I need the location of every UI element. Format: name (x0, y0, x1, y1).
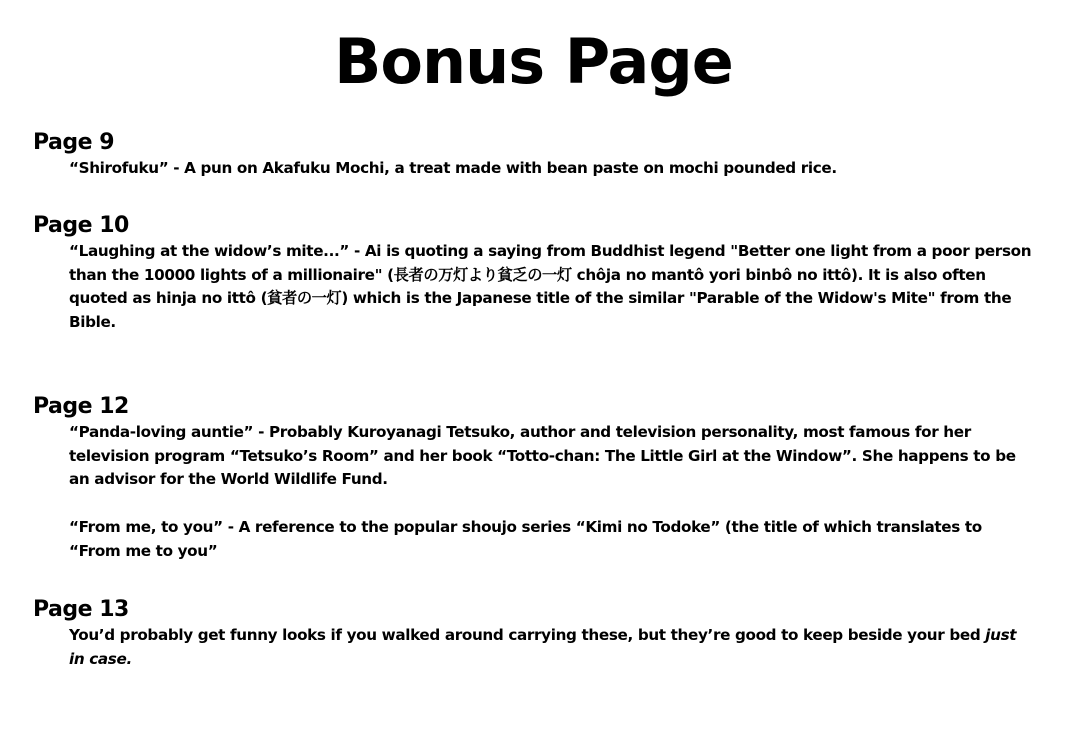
section-heading: Page 12 (33, 394, 129, 419)
note-text: “Panda-loving auntie” - Probably Kuroyanagi Tetsuko, author and television personality, most famous for her television program “Tetsuko’s Room” and her book “Totto-chan: The Little Girl at the Window”. She happens to be an advisor for the World Wildlife Fund. (69, 423, 1016, 489)
section-heading: Page 10 (33, 213, 129, 238)
section-page-13 (33, 596, 1033, 671)
section-page-9 (33, 129, 1033, 181)
section-heading: Page 9 (33, 130, 115, 155)
note-emphasis: just in case. (69, 626, 1017, 668)
section-page-12 (33, 393, 1033, 564)
note-text (69, 624, 1033, 671)
note-text: “Shirofuku” - A pun on Akafuku Mochi, a treat made with bean paste on mochi pounded rice. (69, 159, 837, 177)
note-text: “Laughing at the widow’s mite...” - Ai is quoting a saying from Buddhist legend "Better one light from a poor person than the 10000 lights of a millionaire" (長者の万灯より貧乏の一灯 chôja no mantô yori binbô no ittô). It is also often quoted as hinja no ittô (貧者の一灯) which is the Japanese title of the similar "Parable of the Widow's Mite" from the Bible. (69, 242, 1032, 332)
section-heading: Page 13 (33, 597, 129, 622)
note-text: “From me, to you” - A reference to the popular shoujo series “Kimi no Todoke” (the title of which translates to “From me to you” (69, 518, 982, 560)
note-body: You’d probably get funny looks if you walked around carrying these, but they’re good to keep beside your bed (69, 626, 981, 644)
page-title: Bonus Page (334, 25, 733, 98)
section-page-10 (33, 212, 1033, 335)
